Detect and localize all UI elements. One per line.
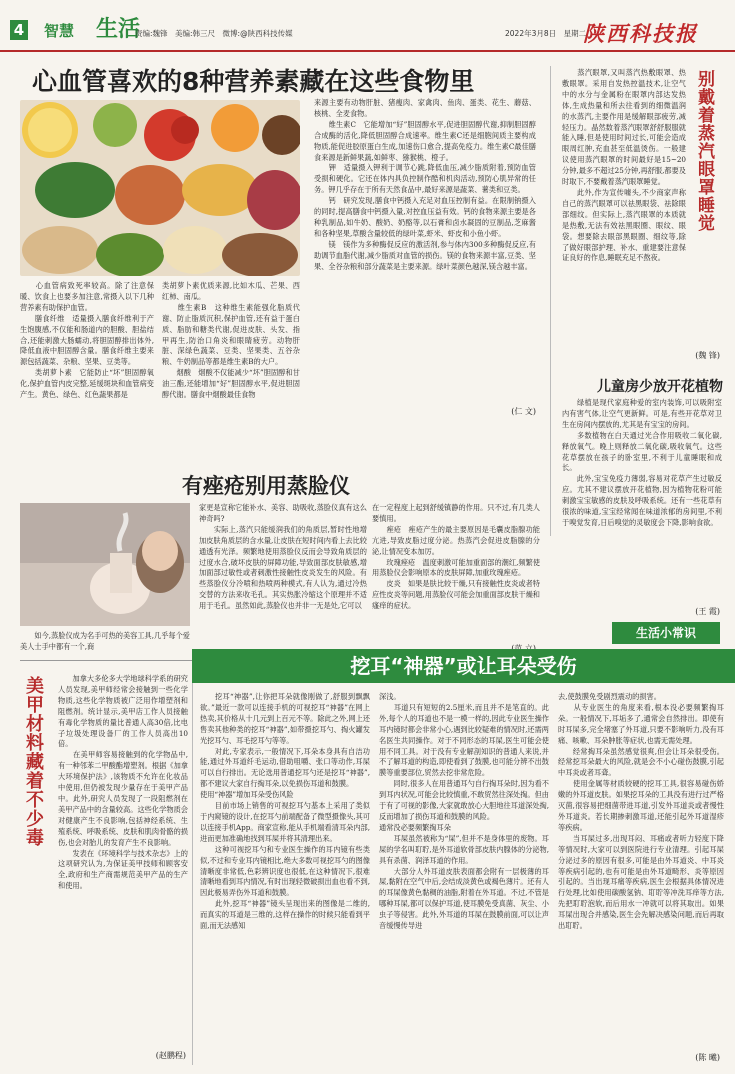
article2-body: 蒸汽眼罩,又叫蒸汽热敷眼罩、热敷眼罩。采用自发热控温技术,让空气中的水分与金属粉在眼罩内部达发热体,生成热量和所去往看到的细微温润的水蒸汽,主要作用是缓解眼部疲劳,减轻压力。晶然数着蒸汽眼罩舒舒服服就能入睡,但是使用时间过长,可能会造成眼周红肿,充血甚至低温烫伤。一般建议使用蒸汽眼罩的时间最好是15~20分钟,最多不超过25分钟,再舒服,都要及时取下,不要戴着蒸汽眼罩睡觉。 此外,作为宣传噱头,不少商家声称自己的蒸汽眼罩可以祛黑眼袋、祛除眼部细纹。但实际上,蒸汽眼罩的本质就是热敷,无法有效祛黑眼圈、眼纹、眼袋。想要除去眼部黑眼圈、细纹等,除了做好眼部护理、补水、重建要注意保证良好的作息,睡眠充足不熬夜。 (562, 68, 686, 263)
article4-caption: 如今,蒸脸仪成为名手可热的美容工具,几乎每个爱美人士手中都有一个,商 (20, 631, 190, 651)
article1-column-2: 类胡萝卜素优质来源,比如木瓜、芒果、西红柿、南瓜。 维生素B 这种维生素能强化脂质代谢、防止脂质沉积,保护血管,还有益于蛋白质、脂肪和糖类代谢,促进皮肤、头发、指甲再生,防治口角炎和眼睛疲劳。动物肝脏、深绿色蔬菜、豆类、坚果类、五谷杂粮、牛奶制品等都是维生素B的大户。 烟酸 烟酸不仅能减少“坏”胆固醇和甘油三酯,还能增加“好”胆固醇水平,促进胆固醇代谢。膳食中烟酸最佳食物 (162, 281, 300, 400)
article5-author: (赵鹏程) (155, 1051, 186, 1060)
article2-title: 别戴着蒸汽眼罩睡觉 (694, 70, 714, 232)
article3-author: (王 霞) (695, 607, 720, 616)
article5-body: 加拿大多伦多大学地球科学系的研究人员发现,美甲师经常会接触到一些化学物质,这些化学物质被广泛用作增塑剂和阻燃剂。统计显示,美甲店工作人员接触有毒化学物质的量比普通人高30倍,比电子垃圾处理设备厂的工作人员高出10倍。 在美甲师容易接触到的化学物品中,有一种邻苯二甲酸酯增塑剂。根据《加拿大环境保护法》,该物质不允许在化妆品中使用,但仍被发现少量存在于美甲产品中。此外,研究人员发现了一段阻燃剂在美甲产品中的含量较高。这些化学物质会对健康产生不良影响,包括神经系统、生殖系统、呼吸系统、皮肤和肌肉骨骼的损伤,也会对胎儿的发育产生不良影响。 发表在《环境科学与技术杂志》上的这项研究认为,为保证美甲技师和顾客安全,政府和生产商需规范美甲产品的生产和使用。 (58, 674, 188, 891)
article3-title: 儿童房少放开花植物 (597, 379, 723, 395)
life-tips-tag: 生活小常识 (612, 622, 720, 644)
column-name-small: 智慧 (44, 22, 75, 40)
article5-title: 美甲材料藏着不少毒 (23, 676, 44, 847)
article1-author: (仁 文) (511, 407, 536, 416)
section-divider (20, 660, 192, 661)
food-photo (20, 100, 300, 276)
article6-column-1: 挖耳“神器”,让你把耳朵就像刚做了,舒服到飘飘欲。”最近一款可以连接手机的可视挖耳“神器”在网上热卖,其价格从十几元到上百元不等。除此之外,网上还售卖其他种类的挖耳“神器”,如带摄挖耳勺、掏火罐发光挖耳勺、耳毛挖耳勺等等。 对此,专家表示,一般情况下,耳朵本身具有自洁功能,通过外耳道纤毛运动,借助咀嚼、张口等动作,耳屎可以自行排出。无论选用普通挖耳勺还是挖耳“神器”,都不建议大家自行掏耳朵,以免损伤耳道和鼓膜。 使用“神器”增加耳朵受伤风险 目前市场上销售的可视挖耳勺基本上采用了类似于内窥镜的设计,在挖耳勺前端配备了微型摄像头,其可以连接手机App。商家宣称,能从手机端看清耳朵内部,进而更加准确地找到耳屎并将其清理出来。 这种可视挖耳勺和专业医生操作的耳内镜有些类似,不过和专业耳内镜相比,绝大多数可视挖耳勺的图像清晰度非常低,色彩辨识度也很低,在这种情况下,很难清晰地看到耳内情况,有时出现轻微破损出血也看不到,因此极易弄伤外耳道和鼓膜。 此外,挖耳“神器”镜头呈现出来的图像是二维的,而真实的耳道是三维的,这样在操作的时候只能看到平面,而无法感知 (200, 692, 370, 931)
article3-body: 绿植是现代家庭种爱的室内装饰,可以吸附室内有害气体,让空气更新鲜。可是,有些开花草对卫生在房间内摆放的,尤其是有宝宝的房间。 多数植物在白天通过光合作用吸收二氧化碳,释放氧气。晚上则释放二氧化碳,吸收氧气。这些花草摆放在孩子的卧室里,不利于儿童睡眠和成长。 此外,宝宝免疫力薄弱,容易对花草产生过敏反应。尤其不建议摆放开花植物,因为植物花粉可能刺激宝宝敏感的皮肤及呼吸系统。还有一些花草有很浓的味道,宝宝经常闻在味道浓郁的房间里,不利于嗅觉发育,日后嗅觉的灵敏度会下降,影响食欲。 (562, 398, 722, 527)
article1-title: 心血管喜欢的8种营养素藏在这些食物里 (32, 67, 475, 96)
steamer-photo (20, 503, 190, 626)
article1-column-3: 来源主要有动物肝脏、猪瘦肉、家禽肉、鱼肉、蛋类、花生、蘑菇、核桃、全麦食物。 维生素C 它能增加“好”胆固醇水平,促进胆固醇代谢,抑制胆固醇合成酶的活化,降低胆固醇合成速率。维生素C还是细胞间质主要构成物质,能促进胶原蛋白生成,加速伤口愈合,提高免疫力。维生素C最佳膳食来源是新鲜果蔬,如鲜枣、猕猴桃、橙子。 钾 适量摄入钾利于调节心跳,降低血压,减少脂质附着,预防血管受损和硬化。它还在体内具负控制作酷和机肉活动,预防心肌异常的任务。钾几乎存在于所有天然食品中,最好来源是蔬菜、薯类和豆类。 钙 研究发现,膳食中钙摄入充足对血压控制有益。在限制钠摄入的同时,提高膳食中钙摄入量,对控血压益有效。钙的食物来源主要是各种乳制品,如牛奶、酸奶、奶酪等,以石膏和卤水凝固的豆制品,芝麻酱和各种坚果,草酸含量较低的绿叶菜,虾米、虾皮和小鱼小虾。 镁 镁作为多种酶促反应的激活剂,参与体内300多种酶促反应,有助调节血脂代谢,减少脂质对血管的损伤。镁的食物来源丰富,豆类、坚果、全谷杂粮和部分蔬菜是主要来源。绿叶菜颜色越深,镁含越丰富。 (314, 98, 536, 271)
article4-title: 有痤疮别用蒸脸仪 (182, 474, 350, 498)
article6-column-3: 去,使鼓膜免受剧烈震动的损害。 从专业医生的角度来看,根本没必要频繁掏耳朵。一般情况下,耳垢多了,通常会自然排出。即使有时耳屎多,完全堵塞了外耳道,只要不影响听力,没有耳痛、咳嗽、耳朵肿胀等症状,也需无需处理。 经常掏耳朵虽然感觉很爽,但会让耳朵很受伤。经常挖耳朵最大的风险,就是会不小心碰伤鼓膜,引起中耳炎或者耳聋。 使用金属等材质较硬的挖耳工具,很容易碰伤娇嫩的外耳道皮肤。如果挖耳朵的工具没有进行过严格灭菌,很容易把细菌带进耳道,引发外耳道炎或者慢性外耳道炎。若长期掺刺激耳道,还能引起外耳道湿疹等疾病。 当耳屎过多,出现耳闷、耳痛或者听力轻度下降等情况时,大家可以到医院进行专业清理。引起耳屎分泌过多的原因有很多,可能是由外耳道炎、中耳炎等疾病引起的,也有可能是由外耳道畸形、炎等原因引起的。当出现耳痛等疾病,医生会根据具体情况进行处理,比如使用碳酸氢钠、耵聍等冲洗耳痒等方法,先把耵聍泡软,而后用水一冲就可以将其取出。如果耳屎出现合并感染,医生会先解决感染问题,而后再取出耵聍。 (558, 692, 724, 931)
article6-column-2: 深浅。 耳道只有短短的2.5厘米,而且并不是笔直的。此外,每个人的耳道也不是一模一样的,因此专业医生操作耳内镜时都会非常小心,遇到比较疑难的情况时,还需两名医生共同操作。对于不同形态的耳屎,医生可能会使用不同工具。对于没有专业解剖知识的普通人来说,并不了解耳道的构造,即使看到了鼓膜,也可能分辨不出鼓膜等重要部位,贸然去挖非常危险。 同时,很多人在用普通耳勺自行掏耳朵时,因为看不到耳内状况,可能会比较慎重,不敢贸然往深处掏。但由于有了可视的影像,大家就敢放心大胆地往耳道深处掏,反而增加了损伤耳道和鼓膜的风险。 通常没必要频繁掏耳朵 耳屎虽然被称为“屎”,但并不是身体里的废物。耳屎的学名叫耵聍,是外耳道软骨部皮肤内腺体的分泌物,具有杀菌、润泽耳道的作用。 大部分人外耳道皮肤表面都会附有一层极薄的耳屎,黏附在空气中后,会结成淡黄色或褐色薄片。还有人的耳屎像黄色黏稠的油脂,附着在外耳道。不过,不管是哪种耳屎,都可以保护耳道,使耳膜免受真菌、灰尘、小虫子等侵害。此外,外耳道的耳屎在鼓膜前面,可以让声音缓慢传导进 (379, 692, 549, 931)
article2-author: (魏 锋) (695, 351, 720, 360)
column-name-big: 生活 (96, 17, 141, 42)
issue-date: 2022年3月8日 星期二 (505, 29, 587, 38)
food-photo-illustration (20, 100, 300, 276)
page-number: 4 (10, 20, 28, 40)
article6-title: 挖耳“神器”或让耳朵受伤 (192, 649, 735, 683)
column-divider (550, 66, 551, 536)
column-divider (192, 665, 193, 1065)
article4-column-1: 家更是宣称它能补水、美容、助吸收,蒸脸仪真有这么神奇吗? 实际上,蒸汽只能缓润我们的角质层,暂时性地增加皮肤角质层的含水量,让皮肤在短时间内看上去比较通透有光泽。频繁地使用蒸脸仪反而会导致角质层的过度水合,破坏皮肤的屏障功能,导致面部皮肤敏感,增加面部过敏性或者刺激性接触性皮炎发生的风险。有些蒸脸仪分冷喷和热喷两种模式,有人认为,通过冷热交替的方法来收毛孔。其实热胀冷缩这个原理并不适用于毛孔。虽然如此,蒸脸仪也并非一无是处,它可以 (199, 503, 367, 611)
editors-line: 责编:魏锋 美编:韩三尺 微博:@陕西科技传媒 (135, 29, 293, 38)
steamer-photo-illustration (20, 503, 190, 626)
newspaper-masthead: 陕西科技报 (583, 21, 698, 46)
article6-author: (陈 曦) (695, 1053, 720, 1062)
article4-column-2: 在一定程度上起到舒缓镇静的作用。只不过,有几类人要慎用。 痤疮 痤疮产生的最主要原因是毛囊皮脂腺功能亢进,导致皮脂过度分泌。热蒸汽会促进皮脂腺的分泌,让情况变本加厉。 玫瑰痤疮 温度刺激可能加重面部的潮红,频繁使用蒸脸仪会影响原本的皮肤屏障,加重玫瑰痤疮。 皮炎 如果是肤比较干燥,只有接触性皮炎或者特应性皮炎等问题,用蒸脸仪可能会加重面部皮肤干燥和瘙痒的症状。 (372, 503, 540, 611)
article1-column-1: 心血管病致死率较高。除了注意保暖、饮食上也要多加注意,常摄入以下几种营养素有助保护血管。 膳食纤维 适量摄入膳食纤维利于产生饱腹感,不仅能和肠道内的胆酸、胆盐结合,还能刺激大肠蠕动,将胆固醇排出体外,降低血液中胆固醇含量。膳食纤维主要来源包括蔬菜、杂粮、坚果、豆类等。 类胡萝卜素 它能防止“坏”胆固醇氧化,保护血管内皮完整,延缓斑块和血管病变产生。黄色、绿色、红色蔬果都是 (20, 281, 154, 400)
